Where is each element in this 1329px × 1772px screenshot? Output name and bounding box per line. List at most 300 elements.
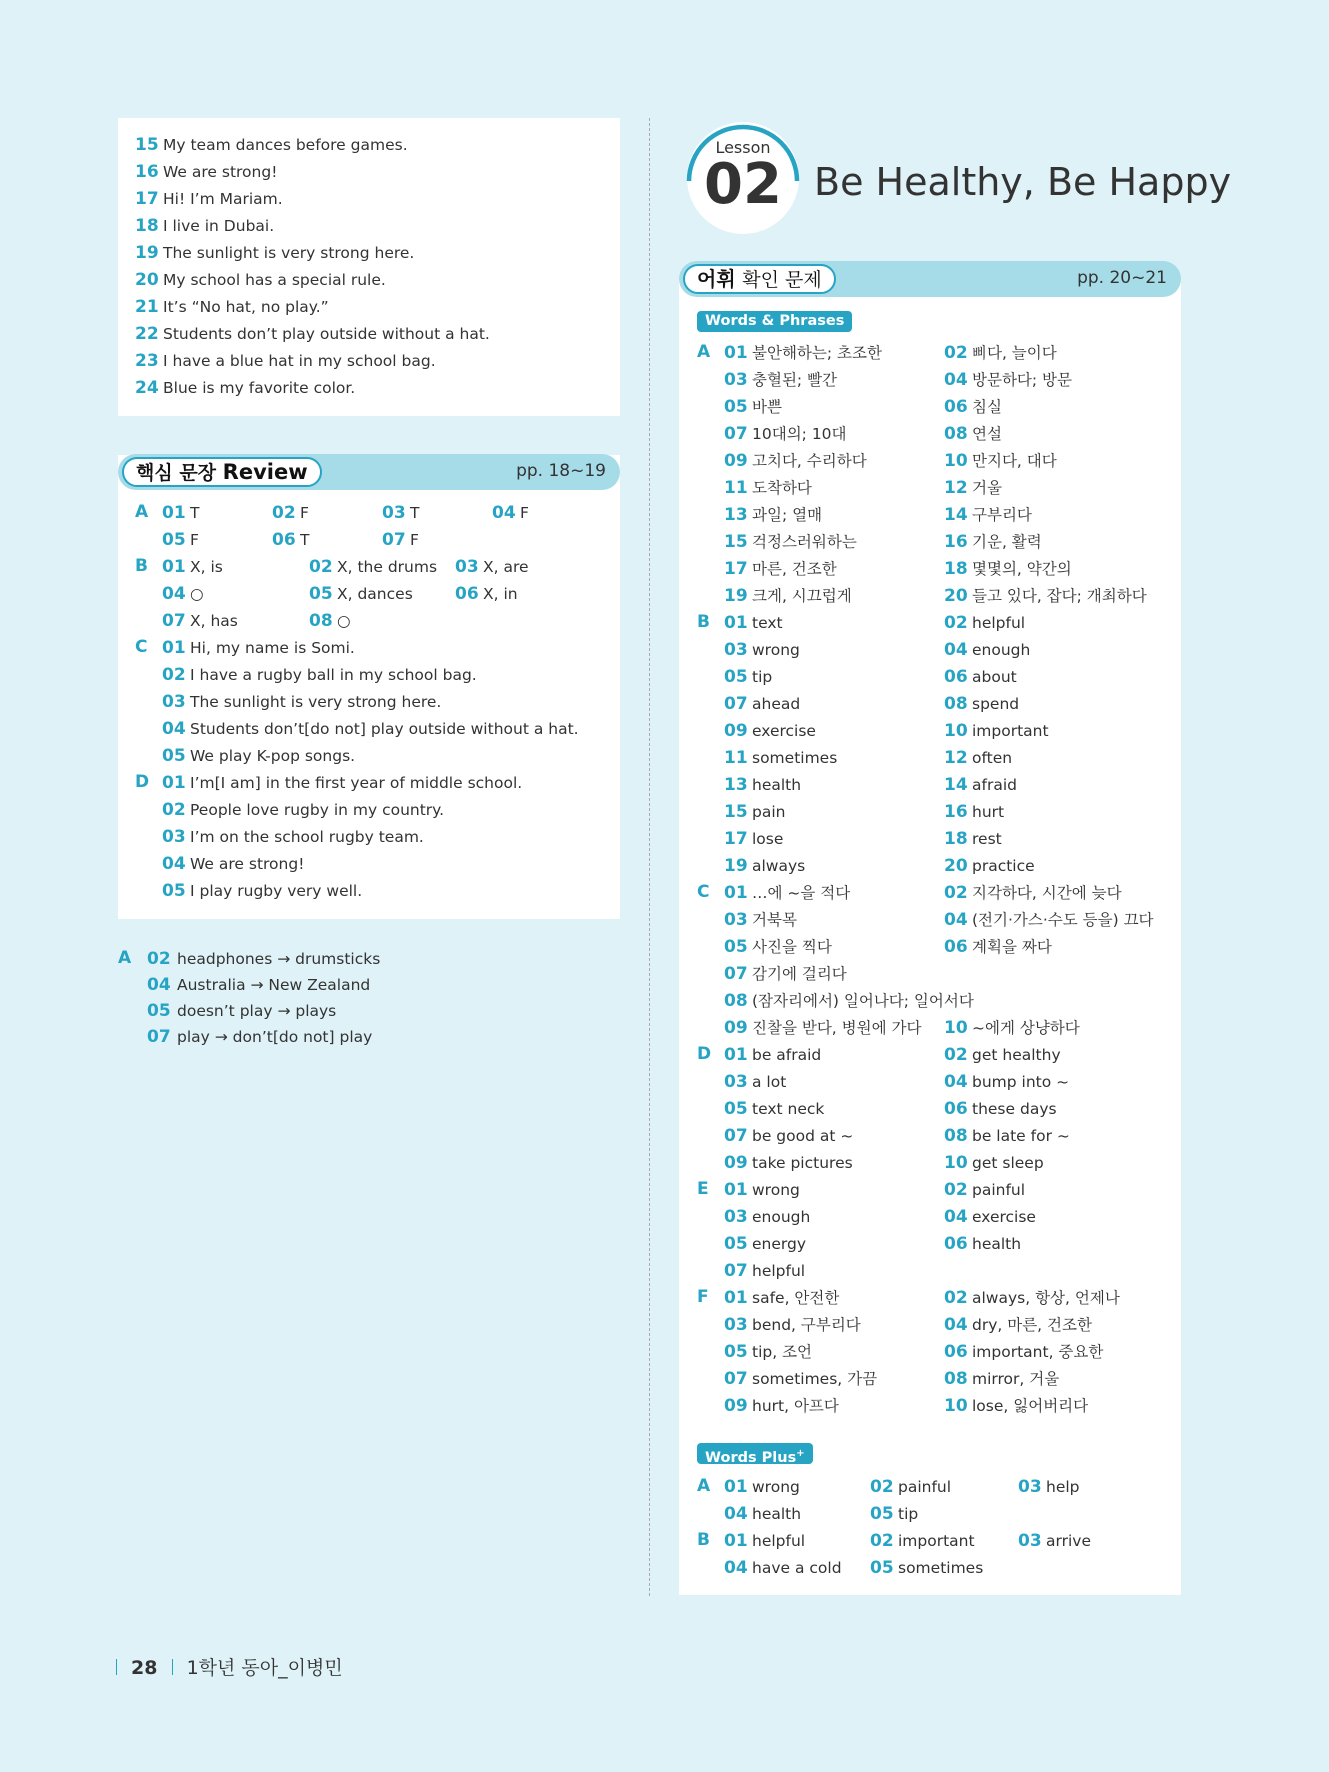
footer — [116, 1653, 343, 1680]
vocab-item — [944, 910, 1154, 930]
item-number: 05 — [309, 584, 333, 604]
item-number: 01 — [724, 613, 748, 633]
item-number: 18 — [944, 829, 968, 849]
item-text: hurt — [972, 803, 1005, 821]
review-c-item — [162, 746, 355, 766]
item-text: about — [972, 668, 1017, 686]
item-number: 07 — [724, 1369, 748, 1389]
vocab-item — [944, 613, 1025, 633]
footer-bar — [172, 1659, 173, 1675]
item-text: often — [972, 749, 1013, 767]
correction-to: don’t[do not] play — [232, 1028, 373, 1046]
vocab-item — [724, 478, 812, 498]
item-text: I play rugby very well. — [190, 882, 363, 900]
correction-item — [147, 975, 370, 995]
item-text: X, the drums — [337, 558, 438, 576]
item-text: X, dances — [337, 585, 413, 603]
item-text: text — [752, 614, 783, 632]
vocab-item — [944, 883, 1122, 903]
item-number: 10 — [944, 1153, 968, 1173]
vocab-item — [724, 694, 800, 714]
vocab-item — [724, 370, 837, 390]
vocab-title — [683, 264, 836, 294]
item-text: 충혈된; 빨간 — [752, 371, 838, 389]
vocab-item — [724, 586, 852, 606]
item-number: 07 — [382, 530, 406, 550]
item-text: sometimes — [752, 749, 838, 767]
item-number: 17 — [724, 559, 748, 579]
item-text: wrong — [752, 1478, 800, 1496]
words-plus-item — [724, 1504, 801, 1524]
item-number: 01 — [724, 1531, 748, 1551]
item-number: 06 — [944, 937, 968, 957]
item-text: 들고 있다, 잡다; 개최하다 — [972, 587, 1147, 605]
item-number: 02 — [309, 557, 333, 577]
review-b-item — [455, 557, 529, 577]
correction-to: plays — [295, 1002, 337, 1020]
item-text: important — [972, 722, 1049, 740]
section-letter: A — [697, 1476, 711, 1496]
item-number: 01 — [724, 1045, 748, 1065]
vocab-item — [724, 640, 800, 660]
item-text: 몇몇의, 약간의 — [972, 560, 1072, 578]
section-letter: D — [697, 1044, 712, 1064]
item-text: afraid — [972, 776, 1017, 794]
vocab-item — [724, 1369, 877, 1389]
item-number: 04 — [162, 584, 186, 604]
item-number: 04 — [724, 1558, 748, 1578]
item-number: 19 — [724, 856, 748, 876]
vocab-item — [944, 1018, 1080, 1038]
item-text: tip — [752, 668, 773, 686]
item-text: Blue is my favorite color. — [163, 379, 356, 397]
item-number: 09 — [724, 451, 748, 471]
item-text — [177, 950, 380, 968]
item-number: 02 — [944, 343, 968, 363]
item-text: We are strong! — [163, 163, 278, 181]
sentence-line — [135, 297, 329, 317]
item-number: 01 — [162, 773, 186, 793]
item-number: 05 — [724, 1234, 748, 1254]
item-number: 03 — [724, 1315, 748, 1335]
item-text: F — [410, 531, 419, 549]
item-number: 04 — [724, 1504, 748, 1524]
item-number: 17 — [724, 829, 748, 849]
item-text: The sunlight is very strong here. — [190, 693, 442, 711]
vocab-item — [724, 1234, 806, 1254]
item-number: 16 — [944, 532, 968, 552]
item-text: It’s “No hat, no play.” — [163, 298, 329, 316]
section-letter: A — [697, 342, 711, 362]
item-text: painful — [898, 1478, 952, 1496]
item-number: 20 — [135, 270, 159, 290]
item-number: 02 — [944, 883, 968, 903]
item-text: 과일; 열매 — [752, 506, 823, 524]
item-number: 07 — [724, 694, 748, 714]
vocab-item — [944, 721, 1049, 741]
item-number: 16 — [944, 802, 968, 822]
item-number: 02 — [944, 1045, 968, 1065]
item-number: 10 — [944, 451, 968, 471]
section-letter: D — [135, 772, 150, 792]
item-number: 06 — [272, 530, 296, 550]
item-number: 03 — [1018, 1531, 1042, 1551]
section-letter: A — [118, 948, 132, 968]
vocab-item — [944, 1369, 1059, 1389]
words-plus-item — [870, 1477, 951, 1497]
sentence-line — [135, 378, 355, 398]
item-number: 17 — [135, 189, 159, 209]
item-text: helpful — [752, 1262, 806, 1280]
vocab-item — [724, 883, 850, 903]
item-number: 11 — [724, 478, 748, 498]
vocab-item — [724, 829, 783, 849]
item-number: 05 — [724, 1099, 748, 1119]
item-text: 침실 — [972, 398, 1002, 416]
item-number: 21 — [135, 297, 159, 317]
item-text: always — [752, 857, 806, 875]
sentence-line — [135, 351, 436, 371]
item-text: be afraid — [752, 1046, 822, 1064]
words-plus-item — [724, 1558, 842, 1578]
vocab-item — [944, 802, 1004, 822]
item-number: 04 — [944, 1315, 968, 1335]
words-plus-item — [724, 1477, 800, 1497]
item-number: 03 — [724, 370, 748, 390]
item-text: T — [190, 504, 200, 522]
review-d-item — [162, 773, 522, 793]
vocab-title-kr: 확인 문제 — [742, 269, 822, 291]
section-letter: A — [135, 502, 149, 522]
vocab-item — [944, 1153, 1044, 1173]
review-header — [118, 454, 620, 490]
item-number: 02 — [944, 1180, 968, 1200]
item-text: 만지다, 대다 — [972, 452, 1057, 470]
vocab-item — [724, 910, 797, 930]
item-number: 13 — [724, 505, 748, 525]
item-text: health — [752, 776, 802, 794]
sentence-line — [135, 216, 274, 236]
correction-from: doesn’t play — [177, 1002, 273, 1020]
item-text: wrong — [752, 1181, 800, 1199]
item-number: 11 — [724, 748, 748, 768]
review-a-item — [382, 503, 419, 523]
item-text: painful — [972, 1181, 1026, 1199]
vocab-item — [944, 1288, 1120, 1308]
item-text: 계획을 짜다 — [972, 938, 1052, 956]
item-number: 01 — [162, 557, 186, 577]
vocab-item — [724, 721, 816, 741]
correction-item — [147, 1027, 372, 1047]
review-a-item — [382, 530, 419, 550]
item-text: 감기에 걸리다 — [752, 965, 847, 983]
item-number: 02 — [870, 1531, 894, 1551]
vocab-item — [724, 1045, 821, 1065]
item-text: ~에게 상냥하다 — [972, 1019, 1080, 1037]
vocab-title-bold: 어휘 — [697, 267, 736, 291]
item-text: X, in — [483, 585, 518, 603]
item-text: F — [190, 531, 199, 549]
item-number: 05 — [870, 1558, 894, 1578]
item-number: 03 — [382, 503, 406, 523]
vocab-item — [944, 1180, 1025, 1200]
vocab-item — [724, 1315, 861, 1335]
item-number: 06 — [944, 1099, 968, 1119]
vocab-item — [724, 397, 782, 417]
item-number: 07 — [724, 1126, 748, 1146]
item-number: 04 — [492, 503, 516, 523]
item-number: 07 — [724, 1261, 748, 1281]
item-number: 02 — [162, 665, 186, 685]
item-number: 01 — [724, 1288, 748, 1308]
item-number: 01 — [724, 343, 748, 363]
item-number: 06 — [944, 1234, 968, 1254]
item-text: enough — [972, 641, 1031, 659]
item-number: 15 — [724, 802, 748, 822]
item-number: 02 — [272, 503, 296, 523]
review-d-item — [162, 881, 362, 901]
item-number: 05 — [724, 667, 748, 687]
item-number: 09 — [724, 1018, 748, 1038]
vocab-item — [944, 1207, 1036, 1227]
vocab-item — [724, 1126, 853, 1146]
vocab-item — [944, 640, 1030, 660]
item-text: I have a rugby ball in my school bag. — [190, 666, 477, 684]
words-plus-item — [1018, 1531, 1091, 1551]
arrow-icon: → — [245, 976, 269, 994]
section-letter: B — [135, 556, 148, 576]
vocab-item — [944, 748, 1012, 768]
item-number: 05 — [870, 1504, 894, 1524]
item-text — [177, 976, 370, 994]
item-number: 07 — [724, 964, 748, 984]
item-number: 01 — [162, 503, 186, 523]
item-number: 02 — [944, 1288, 968, 1308]
item-text: (잠자리에서) 일어나다; 일어서다 — [752, 992, 974, 1010]
item-text: I have a blue hat in my school bag. — [163, 352, 436, 370]
review-d-item — [162, 827, 424, 847]
item-number: 02 — [162, 800, 186, 820]
item-text: wrong — [752, 641, 800, 659]
item-text: mirror, 거울 — [972, 1370, 1060, 1388]
sentence-line — [135, 189, 283, 209]
review-title-kr: 핵심 문장 — [136, 462, 217, 484]
review-a-item — [492, 503, 529, 523]
vocab-item — [724, 343, 882, 363]
item-text: I’m on the school rugby team. — [190, 828, 424, 846]
item-text: these days — [972, 1100, 1057, 1118]
item-text — [177, 1028, 372, 1046]
vocab-item — [724, 775, 801, 795]
words-plus-item — [724, 1531, 805, 1551]
arrow-icon: → — [272, 950, 296, 968]
review-title-en: Review — [222, 460, 308, 484]
item-text: health — [972, 1235, 1022, 1253]
vocab-item — [724, 532, 857, 552]
review-d-item — [162, 854, 304, 874]
vocab-item — [724, 1072, 786, 1092]
item-number: 04 — [162, 854, 186, 874]
review-d-item — [162, 800, 444, 820]
vocab-item — [944, 667, 1017, 687]
vocab-item — [944, 505, 1032, 525]
item-text: pain — [752, 803, 786, 821]
section-letter: B — [697, 612, 710, 632]
item-text: My school has a special rule. — [163, 271, 386, 289]
item-number: 08 — [944, 424, 968, 444]
item-number: 06 — [944, 1342, 968, 1362]
item-text: 크게, 시끄럽게 — [752, 587, 852, 605]
item-text: important, 중요한 — [972, 1343, 1104, 1361]
vocab-item — [724, 451, 867, 471]
vocab-item — [724, 1207, 810, 1227]
item-text: 진찰을 받다, 병원에 가다 — [752, 1019, 922, 1037]
item-text — [177, 1002, 336, 1020]
item-number: 24 — [135, 378, 159, 398]
item-number: 10 — [944, 1396, 968, 1416]
vocab-header — [679, 261, 1181, 297]
review-c-item — [162, 638, 355, 658]
item-number: 07 — [162, 611, 186, 631]
item-text: 지각하다, 시간에 늦다 — [972, 884, 1122, 902]
vocab-item — [944, 424, 1002, 444]
vocab-item — [944, 451, 1057, 471]
vocab-item — [944, 1099, 1057, 1119]
vocab-item — [944, 397, 1002, 417]
item-text: Students don’t[do not] play outside without a hat. — [190, 720, 579, 738]
item-text: always, 항상, 언제나 — [972, 1289, 1120, 1307]
item-text: be good at ~ — [752, 1127, 854, 1145]
item-text: tip, 조언 — [752, 1343, 813, 1361]
item-number: 05 — [162, 530, 186, 550]
item-text: sometimes, 가끔 — [752, 1370, 878, 1388]
vocab-item — [724, 1180, 800, 1200]
item-number: 22 — [135, 324, 159, 344]
arrow-icon: → — [272, 1002, 296, 1020]
item-number: 19 — [135, 243, 159, 263]
vocab-item — [944, 829, 1002, 849]
item-number: 18 — [135, 216, 159, 236]
vocab-item — [724, 505, 822, 525]
item-number: 04 — [147, 975, 171, 995]
item-text: helpful — [752, 1532, 806, 1550]
item-number: 14 — [944, 775, 968, 795]
item-text: safe, 안전한 — [752, 1289, 840, 1307]
item-text: 걱정스러워하는 — [752, 533, 857, 551]
vocab-item — [944, 937, 1052, 957]
vocab-item — [944, 478, 1002, 498]
sentence-line — [135, 162, 277, 182]
item-number: 06 — [944, 397, 968, 417]
item-text: We play K-pop songs. — [190, 747, 356, 765]
vocab-item — [724, 667, 772, 687]
vocab-item — [724, 1261, 805, 1281]
item-number: 10 — [944, 1018, 968, 1038]
vocab-pages: pp. 20~21 — [1077, 268, 1167, 288]
item-number: 08 — [944, 1369, 968, 1389]
lesson-label: Lesson — [715, 138, 771, 157]
review-b-item — [162, 611, 238, 631]
vocab-item — [724, 613, 783, 633]
item-number: 18 — [944, 559, 968, 579]
item-text: 연설 — [972, 425, 1002, 443]
item-number: 04 — [162, 719, 186, 739]
item-text: 마른, 건조한 — [752, 560, 837, 578]
item-number: 23 — [135, 351, 159, 371]
review-a-item — [162, 503, 199, 523]
item-number: 08 — [944, 694, 968, 714]
review-c-item — [162, 692, 441, 712]
item-text: ahead — [752, 695, 801, 713]
item-text: health — [752, 1505, 802, 1523]
item-text: arrive — [1046, 1532, 1091, 1550]
item-number: 06 — [944, 667, 968, 687]
item-number: 04 — [944, 1207, 968, 1227]
review-b-item — [162, 557, 223, 577]
vocab-item — [944, 559, 1072, 579]
review-a-item — [272, 530, 309, 550]
item-text: rest — [972, 830, 1002, 848]
review-title — [122, 457, 322, 487]
item-text: X, has — [190, 612, 238, 630]
item-text: People love rugby in my country. — [190, 801, 445, 819]
correction-item — [147, 949, 380, 969]
item-text: Students don’t play outside without a hat. — [163, 325, 490, 343]
item-text: energy — [752, 1235, 807, 1253]
item-text: bend, 구부리다 — [752, 1316, 861, 1334]
item-number: 03 — [455, 557, 479, 577]
item-text: helpful — [972, 614, 1026, 632]
correction-to: New Zealand — [268, 976, 371, 994]
item-text: Hi! I’m Mariam. — [163, 190, 283, 208]
words-phrases-tag: Words & Phrases — [697, 311, 852, 332]
words-plus-tag-text: Words Plus — [705, 1449, 797, 1466]
item-number: 01 — [724, 1477, 748, 1497]
vocab-item — [944, 856, 1035, 876]
item-text: hurt, 아프다 — [752, 1397, 839, 1415]
item-text: a lot — [752, 1073, 787, 1091]
item-text: get sleep — [972, 1154, 1044, 1172]
item-text: X, is — [190, 558, 223, 576]
vocab-item — [944, 532, 1042, 552]
item-text: 거북목 — [752, 911, 797, 929]
review-b-item — [309, 557, 437, 577]
item-number: 05 — [162, 746, 186, 766]
item-text: 고치다, 수리하다 — [752, 452, 867, 470]
item-number: 20 — [944, 856, 968, 876]
item-text: 도착하다 — [752, 479, 812, 497]
item-number: 19 — [724, 586, 748, 606]
vocab-item — [944, 370, 1072, 390]
words-plus-item — [1018, 1477, 1080, 1497]
item-number: 03 — [724, 640, 748, 660]
vocab-item — [724, 1099, 824, 1119]
item-text: T — [410, 504, 420, 522]
words-plus-item — [870, 1558, 983, 1578]
item-text: ○ — [337, 612, 351, 630]
section-letter: B — [697, 1530, 710, 1550]
item-text: spend — [972, 695, 1020, 713]
item-number: 08 — [309, 611, 333, 631]
item-number: 05 — [147, 1001, 171, 1021]
vocab-item — [944, 1315, 1092, 1335]
words-plus-tag — [697, 1443, 813, 1464]
vocab-item — [944, 1396, 1088, 1416]
review-b-item — [309, 584, 413, 604]
vocab-item — [944, 586, 1147, 606]
correction-item — [147, 1001, 336, 1021]
vocab-item — [724, 748, 837, 768]
